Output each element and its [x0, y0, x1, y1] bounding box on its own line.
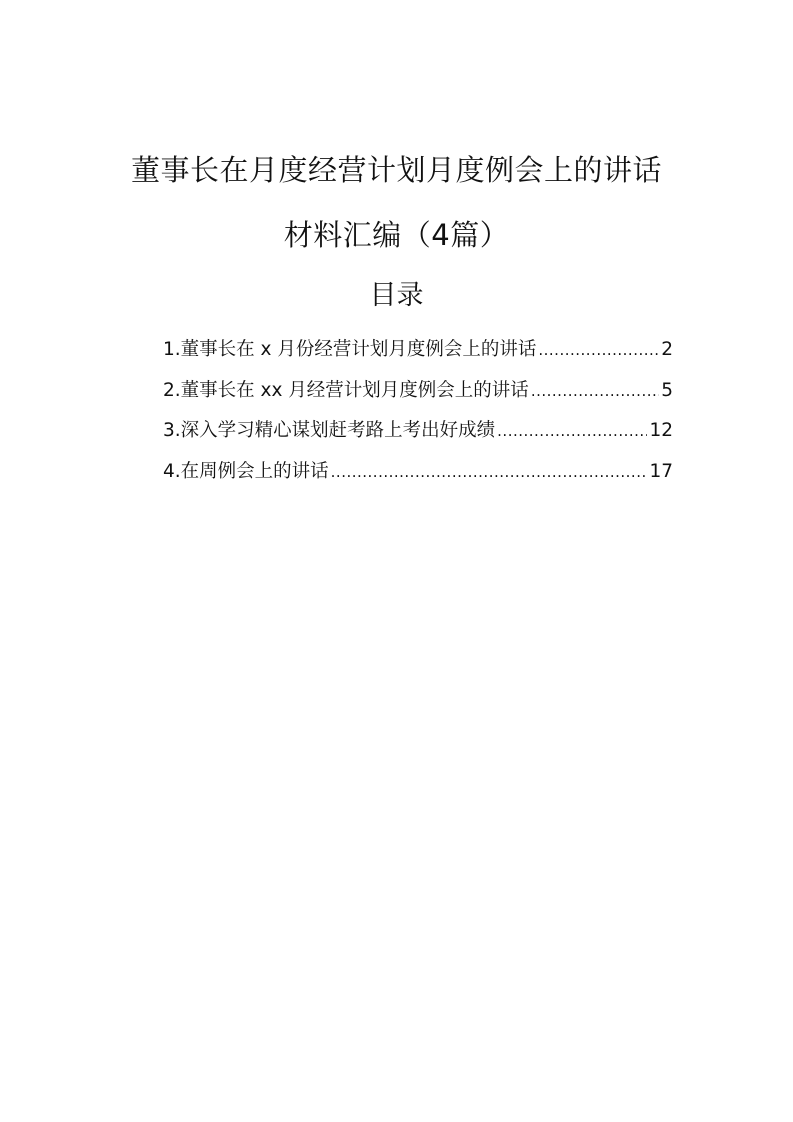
table-of-contents [163, 336, 673, 498]
toc-entry-2[interactable] [163, 377, 673, 405]
toc-entry-1[interactable] [163, 336, 673, 364]
document-title-line-2: 材料汇编（4篇） [283, 218, 510, 252]
toc-dot-leader [331, 458, 648, 486]
toc-entry-label: 3.深入学习精心谋划赶考路上考出好成绩 [163, 420, 496, 441]
toc-entry-page-number: 12 [649, 420, 673, 441]
toc-entry-4[interactable] [163, 458, 673, 486]
toc-dot-leader [538, 336, 659, 364]
toc-entry-3[interactable] [163, 417, 673, 445]
toc-dot-leader [497, 417, 647, 445]
toc-entry-label: 1.董事长在 x 月份经营计划月度例会上的讲话 [163, 339, 537, 360]
toc-entry-page-number: 5 [661, 379, 673, 401]
toc-entry-page-number: 2 [661, 339, 673, 360]
toc-dot-leader [531, 377, 659, 405]
toc-entry-label: 2.董事长在 xx 月经营计划月度例会上的讲话 [163, 379, 529, 401]
toc-heading: 目录 [369, 280, 424, 311]
toc-entry-label: 4.在周例会上的讲话 [163, 460, 329, 482]
document-title-line-1: 董事长在月度经营计划月度例会上的讲话 [130, 153, 662, 187]
toc-entry-page-number: 17 [649, 460, 673, 482]
